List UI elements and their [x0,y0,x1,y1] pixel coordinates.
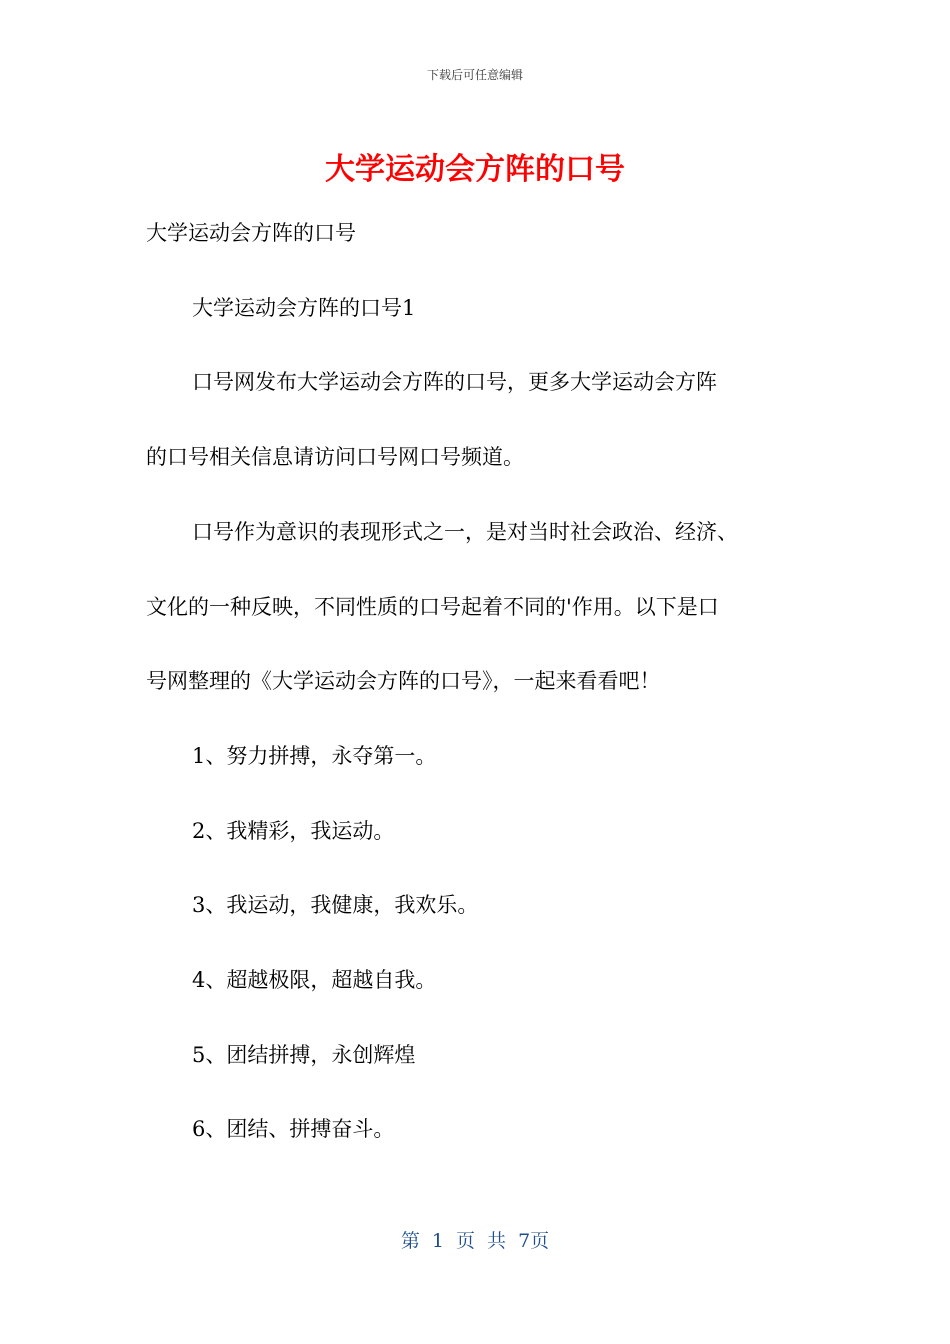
section-heading: 大学运动会方阵的口号1 [192,295,416,320]
intro-paragraph-line: 的口号相关信息请访问口号网口号频道。 [146,445,524,470]
intro-paragraph-line: 口号网发布大学运动会方阵的口号，更多大学运动会方阵 [192,370,717,395]
document-title: 大学运动会方阵的口号 [325,152,625,187]
slogan-item: 1、努力拼搏，永夺第一。 [192,743,437,768]
slogan-item: 4、超越极限，超越自我。 [192,968,437,993]
page-number-footer: 第 1 页 共 7页 [400,1230,550,1252]
document-body [146,196,816,1167]
slogan-item: 6、团结、拼搏奋斗。 [192,1117,395,1142]
slogan-item: 3、我运动，我健康，我欢乐。 [192,893,479,918]
description-paragraph-line: 号网整理的《大学运动会方阵的口号》，一起来看看吧！ [146,669,661,694]
subtitle-paragraph: 大学运动会方阵的口号 [146,221,356,245]
slogan-item: 5、团结拼搏，永创辉煌 [192,1042,416,1067]
slogan-item: 2、我精彩，我运动。 [192,818,395,843]
description-paragraph-line: 口号作为意识的表现形式之一，是对当时社会政治、经济、 [192,519,738,544]
description-paragraph-line: 文化的一种反映，不同性质的口号起着不同的'作用。以下是口 [146,594,719,619]
header-note: 下载后可任意编辑 [426,68,523,82]
